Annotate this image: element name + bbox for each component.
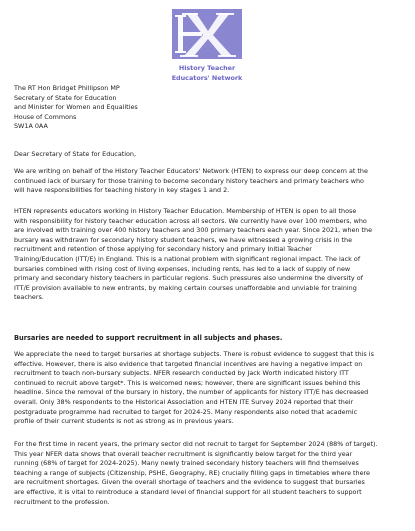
paragraph-line: headline. Since the removal of the bursary in history, the number of applicants for history ITT/E has decreased (14, 388, 369, 397)
paragraph-line: primary and secondary history teachers in particular regions. Such pressures also undermine the diversity of (14, 274, 363, 283)
paragraph-line: are recruitment shortages. Given the overall shortage of teachers and the evidence to suggest that bursaries (14, 478, 365, 487)
paragraph-line: bursary was withdrawn for secondary history student teachers, we have witnessed a growing crisis in the (14, 235, 353, 244)
primary-sector-paragraph (14, 440, 398, 507)
org-name-line-2: Educators' Network (171, 74, 243, 82)
paragraph-line: are effective, it is vital to reintroduce a standard level of financial support for all student teachers to support (14, 487, 362, 496)
paragraph-line: recruitment to the profession. (14, 497, 110, 506)
hten-logo (172, 9, 242, 59)
paragraph-line: postgraduate programme had recruited to target for 2024-25. Many respondents also noted that academic (14, 407, 358, 416)
paragraph-line: recruitment to teach non-bursary subjects. NFER research conducted by Jack Worth indicated history ITT (14, 369, 349, 378)
section-heading: Bursaries are needed to support recruitment in all subjects and phases. (14, 334, 283, 342)
paragraph-line: overall. Only 38% respondents to the Historical Association and HTEN ITE Survey 2024 reported that their (14, 397, 354, 406)
intro-paragraph (14, 167, 398, 196)
address-line: Secretary of State for Education (14, 93, 117, 102)
org-name (150, 63, 264, 83)
address-line: House of Commons (14, 112, 77, 121)
address-line: SW1A 0AA (14, 122, 48, 131)
paragraph-line: teaching a range of subjects (Citizenship, PSHE, Geography, RE) crucially filling gaps in timetables where there (14, 468, 370, 477)
paragraph-line: effective. However, there is also evidence that targeted financial incentives are having a negative impact on (14, 359, 363, 368)
org-name-line-1: History Teacher (178, 64, 236, 72)
paragraph-line: with responsibility for history teacher education across all sectors. We currently have over 100 members, who (14, 216, 367, 225)
hten-monogram-icon (172, 9, 242, 59)
paragraph-line: For the first time in recent years, the primary sector did not recruit to target for September 2024 (88% of target). (14, 440, 378, 448)
recipient-address (14, 84, 314, 132)
paragraph-line: running (68% of target for 2024-2025). Many newly trained secondary history teachers will find themselves (14, 459, 359, 468)
paragraph-line: We appreciate the need to target bursaries at shortage subjects. There is robust evidence to suggest that this is (14, 350, 374, 358)
address-line: and Minister for Women and Equalities (14, 103, 138, 112)
paragraph-line: are involved with training over 400 history teachers and 300 primary teachers each year. Since 2021, when the (14, 226, 373, 235)
paragraph-line: HTEN represents educators working in History Teacher Education. Membership of HTEN is open to all those (14, 207, 357, 215)
paragraph-line: profile of their current students is not as strong as in previous years. (14, 417, 234, 426)
paragraph-line: ITT/E provision available to new entrants, by making certain courses unaffordable and unviable for training (14, 283, 357, 292)
paragraph-line: teachers. (14, 293, 44, 302)
paragraph-line: continued lack of bursary for those training to become secondary history teachers and primary teachers who (14, 176, 364, 185)
paragraph-line: This year NFER data shows that overall teacher recruitment is significantly below target for the third year (14, 449, 353, 458)
paragraph-line: We are writing on behalf of the History Teacher Educators' Network (HTEN) to express our deep concern at the (14, 167, 368, 175)
paragraph-line: bursaries combined with rising cost of living expenses, including rents, has led to a lack of supply of new (14, 264, 351, 273)
paragraph-line: recruitment and retention of those applying for secondary history and primary Initial Teacher (14, 245, 312, 254)
address-line: The RT Hon Bridget Phillipson MP (14, 84, 120, 92)
evidence-paragraph (14, 350, 398, 427)
paragraph-line: Training/Education (ITT/E) in England. This is a national problem with significant regional impact. The lack of (14, 254, 361, 263)
paragraph-line: continued to recruit above target*. This is welcomed news; however, there are significant issues behind this (14, 378, 361, 387)
paragraph-line: will have responsibilities for teaching history in key stages 1 and 2. (14, 186, 230, 195)
hten-paragraph (14, 207, 398, 303)
salutation: Dear Secretary of State for Education, (14, 150, 137, 158)
